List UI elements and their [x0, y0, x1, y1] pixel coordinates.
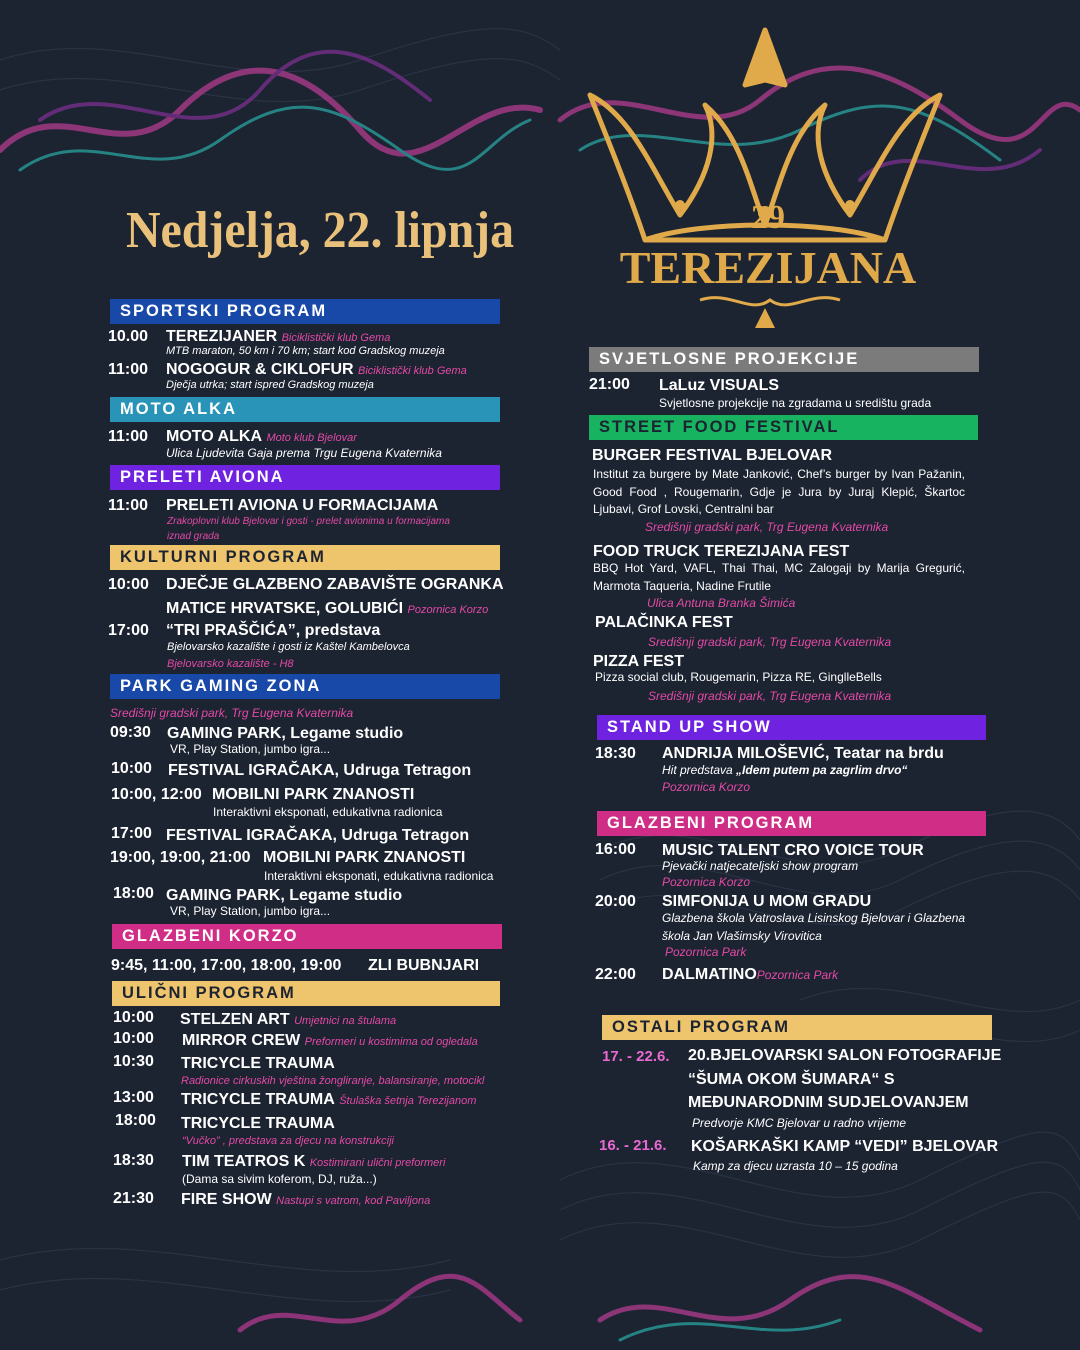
event-description: [662, 764, 907, 778]
event-organizer: Biciklistički klub Gema: [281, 332, 391, 344]
event-location: Ulica Antuna Branka Šimića: [647, 596, 796, 610]
event-row: [182, 1032, 478, 1050]
event-time: 13:00: [113, 1089, 154, 1106]
event-name: ANDRIJA MILOŠEVIĆ, Teatar na brdu: [662, 745, 944, 762]
event-name: STELZEN ART: [180, 1011, 290, 1028]
event-description: Pizza social club, Rougemarin, Pizza RE, GinglleBells: [595, 670, 882, 684]
section-header-glazbeni-program: GLAZBENI PROGRAM: [597, 811, 986, 836]
event-description: Pjevački natjecateljski show program: [662, 859, 859, 873]
event-organizer: Biciklistički klub Gema: [358, 365, 467, 377]
event-row: [180, 1011, 396, 1029]
event-description: Kamp za djecu uzrasta 10 – 15 godina: [693, 1159, 898, 1173]
event-organizer: Kostimirani ulični preformeri: [309, 1157, 446, 1169]
event-organizer: Umjetnici na štulama: [294, 1015, 397, 1027]
event-row: [181, 1191, 430, 1209]
event-description: Svjetlosne projekcije na zgradama u središtu grada: [659, 396, 932, 410]
section-header-preleti: PRELETI AVIONA: [110, 465, 500, 490]
event-name: DALMATINO: [662, 966, 757, 983]
event-time: 09:30: [110, 724, 151, 741]
event-date: 17. - 22.6.: [602, 1048, 670, 1065]
event-organizer: Bjelovarsko kazalište - H8: [167, 658, 294, 670]
event-venue: Pozornica Korzo: [662, 780, 751, 794]
event-time: 22:00: [595, 966, 636, 983]
event-description: Bjelovarsko kazalište i gosti iz Kaštel Kambelovca: [167, 641, 410, 653]
event-time: 18:30: [595, 745, 636, 762]
event-name: NOGOGUR & CIKLOFUR: [166, 361, 354, 378]
section-header-sportski: SPORTSKI PROGRAM: [110, 299, 500, 324]
event-time: 10:00: [108, 576, 149, 593]
section-header-ostali: OSTALI PROGRAM: [602, 1015, 992, 1040]
event-name: GAMING PARK, Legame studio: [167, 725, 404, 742]
event-description: Interaktivni eksponati, edukativna radionica: [213, 805, 443, 819]
event-time: 11:00: [108, 428, 149, 445]
event-organizer: Štulaška šetnja Terezijanom: [339, 1095, 477, 1107]
event-name: MOBILNI PARK ZNANOSTI: [212, 786, 415, 803]
event-name: PRELETI AVIONA U FORMACIJAMA: [166, 497, 439, 514]
event-time: 9:45, 11:00, 17:00, 18:00, 19:00: [111, 957, 342, 974]
section-header-street-food: STREET FOOD FESTIVAL: [589, 415, 978, 440]
event-description: Institut za burgere by Mate Janković, Chef’s burger by Ivan Pažanin, Good Food , Rougemarin, Gdje je Jura by Juraj Klepić, Škartoc Ljubavi, Grof Lovski, Centralni bar: [593, 467, 965, 516]
event-name: PALAČINKA FEST: [595, 614, 733, 631]
event-time: 10:00: [111, 760, 152, 777]
event-description-title: „Idem putem pa zagrlim drvo“: [736, 763, 908, 777]
event-description: Interaktivni eksponati, edukativna radionica: [264, 869, 494, 883]
event-organizer: “Vučko” , predstava za djecu na konstrukciji: [182, 1135, 394, 1147]
event-name: PIZZA FEST: [593, 653, 684, 670]
event-name: SIMFONIJA U MOM GRADU: [662, 893, 872, 910]
terezijana-crown-logo: [570, 25, 980, 335]
event-name: GAMING PARK, Legame studio: [166, 887, 403, 904]
event-venue: Pozornica Park: [665, 945, 747, 959]
event-time: 10:00: [113, 1009, 154, 1026]
event-organizer: Pozornica Korzo: [407, 604, 489, 616]
event-row: [662, 966, 838, 984]
event-name: TRICYCLE TRAUMA: [181, 1115, 335, 1132]
event-name: KOŠARKAŠKI KAMP “VEDI” BJELOVAR: [691, 1138, 998, 1155]
event-name: TRICYCLE TRAUMA: [181, 1055, 335, 1072]
event-description-text: Hit predstava: [662, 763, 737, 777]
section-header-moto-alka: MOTO ALKA: [110, 397, 500, 422]
section-header-svjetlosne: SVJETLOSNE PROJEKCIJE: [589, 347, 979, 372]
event-name: TIM TEATROS K: [182, 1153, 306, 1170]
event-name: FESTIVAL IGRAČAKA, Udruga Tetragon: [168, 762, 472, 779]
event-venue: Pozornica Park: [756, 968, 839, 982]
event-name: FESTIVAL IGRAČAKA, Udruga Tetragon: [166, 827, 470, 844]
event-organizer: Preformeri u kostimima od ogledala: [304, 1036, 478, 1048]
event-row: [166, 361, 467, 379]
event-time: 11:00: [108, 497, 149, 514]
event-row: [166, 328, 390, 346]
event-name: MATICE HRVATSKE, GOLUBIĆI: [166, 600, 404, 617]
section-header-kulturni: KULTURNI PROGRAM: [110, 545, 500, 570]
event-name: TRICYCLE TRAUMA: [181, 1091, 335, 1108]
event-organizer: Zrakoplovni klub Bjelovar i gosti - prelet avionima u formacijama: [167, 516, 450, 527]
event-name: FOOD TRUCK TEREZIJANA FEST: [593, 543, 850, 560]
event-row: [182, 1153, 445, 1171]
event-description: Ulica Ljudevita Gaja prema Trgu Eugena Kvaternika: [166, 446, 442, 460]
event-name: TEREZIJANER: [166, 328, 278, 345]
event-name: MUSIC TALENT CRO VOICE TOUR: [662, 842, 924, 859]
logo-number: 29: [751, 199, 785, 236]
event-name: MIRROR CREW: [182, 1032, 301, 1049]
event-name: ZLI BUBNJARI: [368, 957, 480, 974]
event-organizer: iznad grada: [167, 531, 220, 542]
section-header-glazbeni-korzo: GLAZBENI KORZO: [112, 924, 502, 949]
event-row: [166, 428, 357, 446]
event-name: LaLuz VISUALS: [659, 377, 780, 394]
event-description: MTB maraton, 50 km i 70 km; start kod Gradskog muzeja: [166, 345, 445, 357]
event-description: Glazbena škola Vatroslava Lisinskog Bjelovar i Glazbena: [662, 911, 966, 925]
event-name: MEĐUNARODNIM SUDJELOVANJEM: [688, 1094, 969, 1111]
event-name: BURGER FESTIVAL BJELOVAR: [592, 447, 833, 464]
event-time: 20:00: [595, 893, 636, 910]
event-time: 11:00: [108, 361, 149, 378]
section-header-gaming: PARK GAMING ZONA: [110, 674, 500, 699]
event-time: 17:00: [111, 825, 152, 842]
event-time: 18:30: [113, 1152, 154, 1169]
event-date: 16. - 21.6.: [599, 1137, 667, 1154]
event-name: DJEČJE GLAZBENO ZABAVIŠTE OGRANKA: [166, 576, 504, 593]
event-location: Središnji gradski park, Trg Eugena Kvaternika: [645, 520, 889, 534]
event-name: “TRI PRAŠČIĆA”, predstava: [166, 622, 381, 639]
event-description: Dječja utrka; start ispred Gradskog muzeja: [166, 379, 374, 391]
section-header-stand-up: STAND UP SHOW: [597, 715, 986, 740]
event-location: Središnji gradski park, Trg Eugena Kvaternika: [648, 635, 892, 649]
event-organizer: Radionice cirkuskih vještina žongliranje, balansiranje, motocikl: [181, 1075, 485, 1087]
event-time: 19:00, 19:00, 21:00: [110, 849, 251, 866]
event-name: “ŠUMA OKOM ŠUMARA“ S: [688, 1071, 895, 1088]
event-time: 10.00: [108, 328, 149, 345]
section-location: Središnji gradski park, Trg Eugena Kvaternika: [110, 706, 354, 720]
event-name: MOBILNI PARK ZNANOSTI: [263, 849, 466, 866]
event-time: 17:00: [108, 622, 149, 639]
event-time: 10:00, 12:00: [111, 786, 202, 803]
event-description: VR, Play Station, jumbo igra...: [170, 742, 331, 756]
event-location: Središnji gradski park, Trg Eugena Kvaternika: [648, 689, 892, 703]
event-time: 10:00: [113, 1030, 154, 1047]
event-time: 21:00: [589, 376, 630, 393]
event-time: 21:30: [113, 1190, 154, 1207]
event-row: [166, 600, 488, 618]
event-organizer: Nastupi s vatrom, kod Paviljona: [276, 1195, 431, 1207]
event-time: 18:00: [113, 885, 154, 902]
event-row: [181, 1091, 476, 1109]
event-time: 10:30: [113, 1053, 154, 1070]
event-name: FIRE SHOW: [181, 1191, 272, 1208]
event-organizer: Moto klub Bjelovar: [266, 432, 357, 444]
page-title: Nedjelja, 22. lipnja: [126, 202, 515, 259]
event-name: 20.BJELOVARSKI SALON FOTOGRAFIJE: [688, 1047, 1002, 1064]
logo-name: TEREZIJANA: [619, 242, 917, 293]
event-description: (Dama sa sivim koferom, DJ, ruža...): [182, 1172, 377, 1186]
event-description: VR, Play Station, jumbo igra...: [170, 904, 331, 918]
event-time: 16:00: [595, 841, 636, 858]
event-description: Predvorje KMC Bjelovar u radno vrijeme: [692, 1116, 907, 1130]
event-description: škola Jan Vlašimsky Virovitica: [662, 929, 822, 943]
event-description: BBQ Hot Yard, VAFL, Thai Thai, MC Zalogaji by Marija Gregurić, Marmota Taqueria, Nadine Frutile: [593, 561, 965, 593]
event-venue: Pozornica Korzo: [662, 875, 751, 889]
event-time: 18:00: [115, 1112, 156, 1129]
event-name: MOTO ALKA: [166, 428, 262, 445]
section-header-ulicni: ULIČNI PROGRAM: [112, 981, 500, 1006]
